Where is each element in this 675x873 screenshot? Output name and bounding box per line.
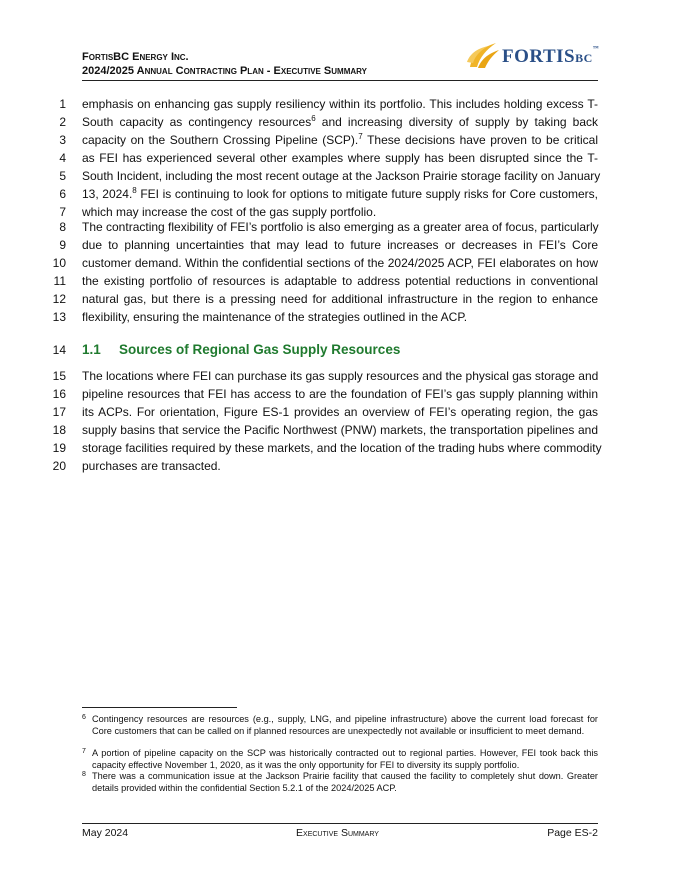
body-line	[59, 236, 598, 254]
footnote-reference[interactable]: 6	[311, 114, 316, 123]
section-number: 1.1	[82, 342, 101, 357]
footer-section: Executive Summary	[296, 827, 379, 839]
body-line	[52, 385, 598, 403]
text-run: customer demand. Within the confidential sections of the 2024/2025 ACP, FEI elaborates on how	[82, 256, 598, 270]
line-text	[82, 95, 598, 113]
body-line	[52, 421, 598, 439]
line-text	[82, 385, 598, 403]
body-line	[53, 272, 598, 290]
footnote-marker: 6	[82, 714, 86, 721]
body-line	[59, 218, 599, 236]
footnote-marker: 8	[82, 771, 86, 778]
line-text	[82, 113, 598, 131]
logo-wordmark: FORTISBC™	[502, 46, 600, 67]
fortisbc-logo	[466, 40, 598, 72]
line-text	[82, 421, 598, 439]
text-run: flexibility, ensuring the maintenance of the strategies outlined in the ACP.	[82, 310, 468, 324]
body-line	[52, 290, 598, 308]
line-number: 11	[53, 274, 66, 288]
line-number: 17	[52, 405, 66, 419]
line-text	[82, 403, 598, 421]
text-run: and increasing diversity of supply by taking back	[315, 115, 598, 129]
line-number: 12	[52, 292, 66, 306]
line-number: 18	[52, 423, 66, 437]
footer-date: May 2024	[82, 827, 129, 839]
text-run: supply basins that service the Pacific Northwest (PNW) markets, the transportation pipelines and	[82, 423, 598, 437]
footnote-text: Contingency resources are resources (e.g., supply, LNG, and pipeline infrastructure) above the current load forecast for Core customers that can be called on if planned resources are unexpectedly not available or insufficient to meet demand.	[92, 714, 598, 736]
section-title: Sources of Regional Gas Supply Resources	[119, 342, 401, 357]
body-line	[59, 167, 601, 185]
text-run: as FEI has experienced several other examples where supply has been disrupted since the T-	[82, 151, 598, 165]
line-text	[82, 290, 598, 308]
company-name: FortisBC Energy Inc.	[82, 51, 189, 63]
text-run: pipeline resources that FEI has access to are the foundation of FEI’s gas supply planning within	[82, 387, 598, 401]
footnote-separator	[82, 707, 237, 708]
line-number: 7	[59, 205, 66, 219]
line-number: 2	[59, 115, 66, 129]
document-title: 2024/2025 Annual Contracting Plan - Executive Summary	[82, 65, 367, 77]
line-text	[82, 308, 598, 326]
line-number: 1	[59, 97, 66, 111]
line-text	[82, 254, 598, 272]
text-run: which may increase the cost of the gas supply portfolio.	[82, 205, 377, 219]
text-run: These decisions have proven to be critical	[362, 133, 598, 147]
text-run: due to planning uncertainties that may lead to future increases or decreases in FEI’s Core	[82, 238, 598, 252]
body-line	[52, 254, 598, 272]
footnote	[82, 714, 598, 737]
line-text	[82, 367, 598, 385]
body-line	[59, 113, 598, 131]
line-text	[82, 218, 598, 236]
footer-page-number: Page ES-2	[547, 827, 598, 839]
line-number: 15	[52, 369, 66, 383]
header-rule	[82, 80, 598, 81]
line-number: 4	[59, 151, 66, 165]
line-text	[82, 439, 602, 457]
line-text	[82, 457, 598, 475]
body-line	[59, 131, 598, 149]
body-line	[52, 403, 598, 421]
body-line	[52, 439, 602, 457]
text-run: The locations where FEI can purchase its gas supply resources and the physical gas storage and	[82, 369, 599, 383]
section-heading	[52, 341, 401, 359]
line-text	[82, 149, 598, 167]
footnote	[82, 771, 598, 794]
text-run: natural gas, but there is a pressing need for additional infrastructure in the region to enhance	[82, 292, 598, 306]
body-line	[52, 457, 598, 475]
line-text	[82, 167, 601, 185]
text-run: the existing portfolio of resources is adaptable to address potential reductions in conventional	[82, 274, 598, 288]
footnote-marker: 7	[82, 748, 86, 755]
body-line	[59, 185, 598, 203]
line-number: 10	[52, 256, 66, 270]
line-number: 14	[52, 343, 66, 357]
line-number: 13	[52, 310, 66, 324]
text-run: South Incident, including the most recent outage at the Jackson Prairie storage facility on January	[82, 169, 601, 183]
line-text	[82, 185, 598, 203]
body-line	[52, 308, 598, 326]
text-run: 13, 2024.	[82, 187, 133, 201]
text-run: emphasis on enhancing gas supply resiliency within its portfolio. This includes holding excess T-	[82, 97, 598, 111]
footnote-text: A portion of pipeline capacity on the SCP was historically contracted out to regional parties. However, FEI took back this capacity effective November 1, 2020, as it was the only opportunity for FEI to diversity its supply portfolio.	[92, 748, 598, 770]
footnote	[82, 748, 598, 771]
text-run: purchases are transacted.	[82, 459, 221, 473]
line-number: 6	[59, 187, 66, 201]
line-number: 19	[52, 441, 66, 455]
text-run: South capacity as contingency resources	[82, 115, 312, 129]
line-number: 5	[59, 169, 66, 183]
text-run: FEI is continuing to look for options to mitigate future supply risks for Core customers,	[136, 187, 598, 201]
text-run: capacity on the Southern Crossing Pipeline (SCP).	[82, 133, 359, 147]
line-number: 3	[59, 133, 66, 147]
line-text	[82, 272, 598, 290]
line-number: 8	[59, 220, 66, 234]
body-line	[59, 149, 598, 167]
body-line	[59, 95, 598, 113]
line-number: 9	[59, 238, 66, 252]
text-run: storage facilities required by these markets, and the location of the trading hubs where commodity	[82, 441, 602, 455]
text-run: The contracting flexibility of FEI’s portfolio is also emerging as a greater area of focus, particularly	[82, 220, 599, 234]
running-header	[82, 50, 367, 78]
line-number: 20	[52, 459, 66, 473]
flame-icon	[466, 40, 500, 70]
footnote-reference[interactable]: 8	[132, 186, 137, 195]
body-line	[52, 367, 599, 385]
footer-rule	[82, 823, 598, 824]
footnote-text: There was a communication issue at the Jackson Prairie facility that caused the facility to completely shut down. Greater details provided within the confidential Section 5.2.1 of the 2024/2025 ACP.	[92, 771, 598, 793]
footnote-reference[interactable]: 7	[358, 132, 363, 141]
text-run: its ACPs. For orientation, Figure ES-1 provides an overview of FEI’s operating region, the gas	[82, 405, 598, 419]
line-text	[82, 131, 598, 149]
line-number: 16	[52, 387, 66, 401]
line-text	[82, 236, 598, 254]
